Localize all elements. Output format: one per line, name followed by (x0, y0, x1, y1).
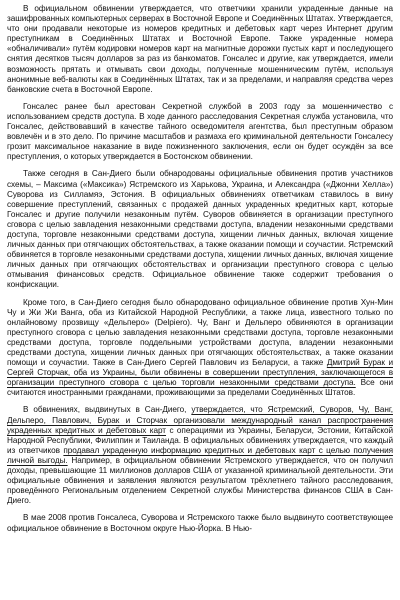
paragraph-text: Все они считаются иностранными гражданами, проживающими за пределами Соединённых Штатов. (7, 378, 393, 398)
paragraph-text: Также сегодня в Сан-Диего были обнародованы официальные обвинения против участников схемы, – Максима («Максика») Ястремского из Харькова, Украина, и Александра («Джонни Хелла») Суворова из Силламяэ, Эстония. В официальных обвинениях ответчикам ставилось в вину совершение преступлений, связанных с продажей данных украденных кредитных карт, которые Гонсалес и другие получили незаконным путём. Суворов обвиняется в организации преступного сговора с целью завладения незаконными средствами доступа, владении незаконными средствами доступа, торговле незаконными средствами доступа, хищении личных данных, включая хищение личных данных при отягчающих обстоятельствах, а также оказании помощи и соучастии. Ястремский обвиняется в торговле незаконными средствами доступа, хищении личных данных, включая хищение личных данных при отягчающих обстоятельствах и организации преступного сговора с целью отмывания финансовых средств. Официальное обвинение также содержит требования о конфискации. (7, 169, 393, 290)
document-paragraph (7, 405, 393, 506)
underlined-text: продавал украденную информацию кредитных и дебетовых карт с целью получения личной выгоды. (7, 445, 393, 465)
paragraph-text: В обвинениях, выдвинутых в Сан-Диего, (23, 405, 192, 415)
paragraph-text: В официальном обвинении утверждается, что ответчики хранили украденные данные на зашифрованных компьютерных серверах в Восточной Европе и Соединённых Штатах. Утверждается, что они продавали некоторые из номеров кредитных и дебетовых карт через Интернет другим преступникам в Соединённых Штатах и Восточной Европе. Также украденные номера «обналичивали» путём кодировки номеров карт на магнитные дорожки пустых карт и последующего снятия десятков тысяч долларов за раз из банкоматов. Гонсалес и другие, как утверждается, имели возможность прятать и отмывать свои доходы, полученные мошенническим путём, используя анонимные веб-валюты как в Соединённых Штатах, так и за пределами, и направляя средства через банковские счета в Восточной Европе. (7, 4, 393, 94)
paragraph-text: Например, в официальном обвинении Ястремского утверждается, что он получил доходы, превышающие 11 миллионов долларов США от указанной криминальной деятельности. Эти официальные обвинения и заявления являются результатом трёхлетнего тайного расследования, проведённого Региональным отделением Секретной службы Министерства финансов США в Сан-Диего. (7, 455, 393, 506)
document-paragraph (7, 513, 393, 533)
document-paragraph (7, 169, 393, 290)
document-paragraph (7, 102, 393, 163)
paragraph-text: с операциями из Украины, Беларуси, Эстонии, Китайской Народной Республики, Филиппин и Таиланда. В официальных обвинениях утверждается, что каждый из ответчиков (7, 425, 394, 455)
paragraph-text: Кроме того, в Сан-Диего сегодня было обнародовано официальное обвинение против Хун-Мин Чу и Жи Жи Ванга, оба из Китайской Народной Республики, а также лица, известного только по онлайновому прозвищу «Дельперо» (Delpiero). Чу, Ванг и Дельперо обвиняются в организации преступного сговора с целью завладения незаконными средствами доступа, торговле незаконными средствами доступа, торговле поддельными устройствами доступа, владении незаконными средствами доступа, хищении личных данных при отягчающих обстоятельствах, а также оказании помощи и соучастии. Также в Сан-Диего Сергей Павлович из Беларуси, а также (7, 297, 393, 368)
paragraph-text: Гонсалес ранее был арестован Секретной службой в 2003 году за мошенничество с использованием средств доступа. В ходе данного расследования Секретная служба установила, что Гонсалес, действовавший в качестве тайного осведомителя агентства, был преступным образом вовлечён и в это дело. По причине масштабов и размаха его криминальной деятельности Гонсалесу грозит максимальное наказание в виде пожизненного заключения, если он будет осуждён за все преступления, о которых утверждается в Бостонском обвинении. (7, 101, 393, 162)
document-paragraph (7, 4, 393, 95)
underlined-text: Дмитрий Бурак и Сергей Сторчак, оба из Украины, были обвинены в совершении преступления, заключающегося в организации преступного сговора с целью торговли незаконными средствами доступа. (7, 358, 393, 388)
paragraph-text: В мае 2008 против Гонсалеса, Суворова и Ястремского также было выдвинуто соответствующее официальное обвинение в Восточном округе Нью-Йорка. В Нью- (7, 513, 393, 533)
document-paragraph (7, 298, 393, 399)
underlined-text: утверждается, что Ястремский, Суворов, Чу, Ванг, Дельперо, Павлович, Бурак и Сторчак организовали международный канал распространения украденных кредитных и дебетовых карт (7, 405, 393, 435)
